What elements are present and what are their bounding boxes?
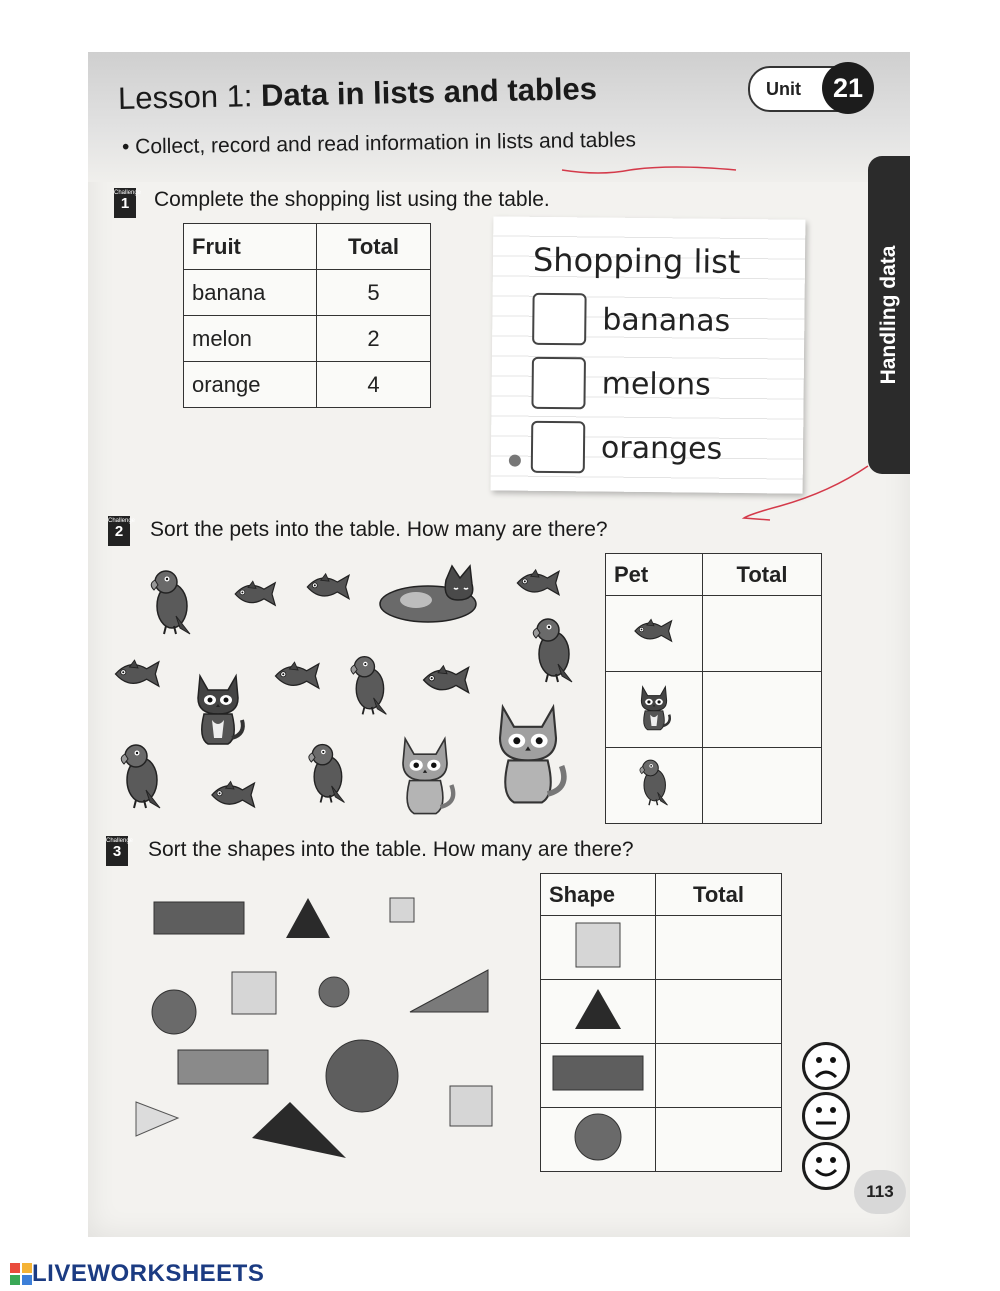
fish-icon <box>304 570 354 604</box>
triangle-shape <box>252 1102 346 1158</box>
challenge-2-badge <box>108 516 136 546</box>
shape-row-square <box>541 916 656 980</box>
challenge-1-label: Challenge <box>114 190 142 196</box>
cat-icon <box>486 690 570 814</box>
note-hole <box>509 455 521 467</box>
fruit-cell: banana <box>184 270 317 316</box>
total-header: Total <box>317 224 431 270</box>
triangle-icon <box>573 987 623 1031</box>
rectangle-shape <box>178 1050 268 1084</box>
circle-shape <box>319 977 349 1007</box>
fish-icon <box>514 566 564 600</box>
parrot-icon <box>304 740 350 808</box>
fruit-header: Fruit <box>184 224 317 270</box>
parrot-icon <box>346 654 392 718</box>
challenge-2-label: Challenge <box>108 518 136 524</box>
pet-header: Pet <box>606 554 703 596</box>
liveworksheets-logo-text: LIVEWORKSHEETS <box>32 1260 265 1287</box>
shape-row-triangle <box>541 980 656 1044</box>
oranges-answer-box[interactable] <box>531 421 586 474</box>
total-cell: 4 <box>317 362 431 408</box>
parrot-icon <box>636 758 672 808</box>
shopping-list-title: Shopping list <box>532 240 741 281</box>
square-shape <box>450 1086 492 1126</box>
challenge-3-number: 3 <box>112 843 122 860</box>
challenge-3-instruction: Sort the shapes into the table. How many are there? <box>148 838 634 861</box>
challenge-1-instruction: Complete the shopping list using the table. <box>154 188 550 211</box>
challenge-2-number: 2 <box>114 523 124 540</box>
parrot-total-input[interactable] <box>703 748 822 824</box>
total-header: Total <box>703 554 822 596</box>
challenge-2-instruction: Sort the pets into the table. How many are there? <box>150 518 608 541</box>
circle-icon <box>573 1112 623 1162</box>
cat-total-input[interactable] <box>703 672 822 748</box>
challenge-3-badge <box>106 836 134 866</box>
fish-icon <box>632 615 676 647</box>
side-tab-label: Handling data <box>877 245 900 385</box>
lesson-prefix: Lesson 1: <box>117 78 253 117</box>
triangle-shape <box>286 898 330 938</box>
page-number: 113 <box>854 1170 906 1214</box>
parrot-icon <box>146 568 196 638</box>
side-tab <box>868 156 910 474</box>
cat-icon <box>188 660 248 756</box>
parrot-icon <box>116 742 166 812</box>
triangle-total-input[interactable] <box>656 980 782 1044</box>
square-shape <box>390 898 414 922</box>
rectangle-icon <box>552 1055 644 1091</box>
shopping-item: bananas <box>602 302 731 339</box>
pet-row-fish <box>606 596 703 672</box>
cat-icon <box>635 681 673 733</box>
bananas-answer-box[interactable] <box>532 293 587 346</box>
shopping-list-row <box>531 357 711 411</box>
fish-icon <box>272 650 324 702</box>
sad-face-icon[interactable] <box>802 1042 850 1090</box>
parrot-icon <box>528 616 578 686</box>
neutral-face-icon[interactable] <box>802 1092 850 1140</box>
melons-answer-box[interactable] <box>531 357 586 410</box>
shapes-area <box>120 880 540 1180</box>
challenge-1-badge <box>114 188 142 218</box>
triangle-shape <box>136 1102 178 1136</box>
liveworksheets-logo[interactable] <box>10 1260 264 1288</box>
happy-face-icon[interactable] <box>802 1142 850 1190</box>
shape-table <box>540 873 782 1172</box>
rectangle-shape <box>154 902 244 934</box>
red-pen-mark <box>740 462 870 532</box>
shopping-list-row <box>531 421 723 475</box>
rectangle-total-input[interactable] <box>656 1044 782 1108</box>
shopping-item: melons <box>601 366 711 403</box>
challenge-3-label: Challenge <box>106 838 134 844</box>
unit-badge <box>748 66 872 112</box>
triangle-shape <box>410 970 488 1012</box>
cat-icon <box>392 730 458 818</box>
total-cell: 2 <box>317 316 431 362</box>
shape-header: Shape <box>541 874 656 916</box>
fruit-table <box>183 223 431 408</box>
red-underline <box>560 162 740 176</box>
fish-icon <box>208 778 260 812</box>
shape-row-rectangle <box>541 1044 656 1108</box>
square-total-input[interactable] <box>656 916 782 980</box>
pet-row-parrot <box>606 748 703 824</box>
fish-icon <box>232 578 280 610</box>
pet-row-cat <box>606 672 703 748</box>
lesson-objective: • Collect, record and read information in lists and tables <box>121 128 637 159</box>
square-icon <box>574 921 622 969</box>
total-header: Total <box>656 874 782 916</box>
challenge-1-number: 1 <box>120 195 130 212</box>
lesson-title-text: Data in lists and tables <box>260 70 598 114</box>
shopping-list-row <box>532 293 730 347</box>
total-cell: 5 <box>317 270 431 316</box>
fish-icon <box>112 656 164 692</box>
shape-row-circle <box>541 1108 656 1172</box>
circle-shape <box>326 1040 398 1112</box>
unit-label: Unit <box>766 78 801 99</box>
shopping-list-note <box>491 216 806 493</box>
square-shape <box>232 972 276 1014</box>
pet-table <box>605 553 822 824</box>
shopping-item: oranges <box>600 430 723 467</box>
fish-total-input[interactable] <box>703 596 822 672</box>
fruit-cell: melon <box>184 316 317 362</box>
liveworksheets-logo-icon <box>10 1263 32 1285</box>
fruit-cell: orange <box>184 362 317 408</box>
sleeping-cat-icon <box>376 560 488 624</box>
unit-number: 21 <box>822 62 874 114</box>
circle-total-input[interactable] <box>656 1108 782 1172</box>
fish-icon <box>420 660 474 700</box>
circle-shape <box>152 990 196 1034</box>
